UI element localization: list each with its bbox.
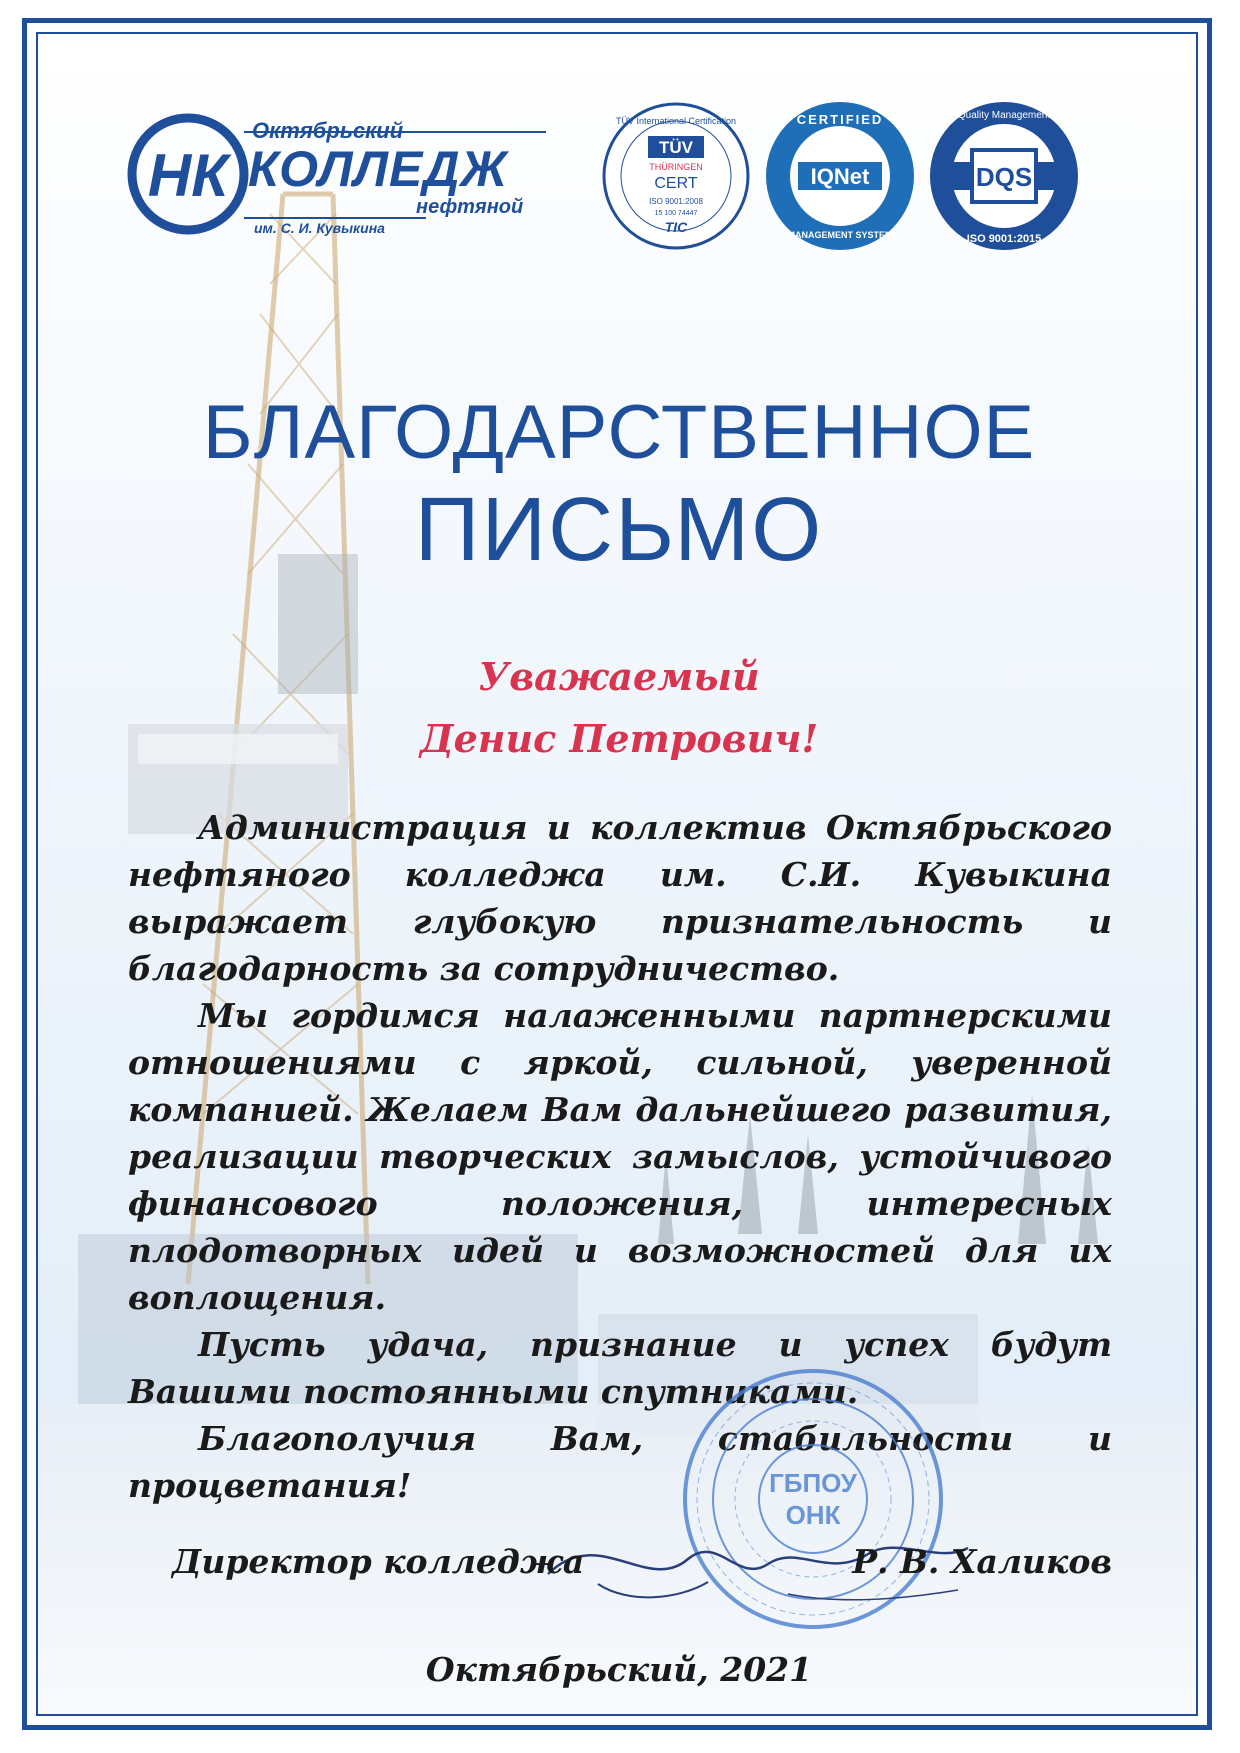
svg-text:IQNet: IQNet: [810, 164, 870, 189]
body-paragraph: Мы гордимся налаженными партнерскими отношениями с яркой, сильной, уверенной компанией. Желаем Вам дальнейшего развития, реализации творческих замыслов, устойчивого финансового положения, интересных плодотворных идей и возможностей для их воплощения.: [128, 996, 1112, 1317]
body-paragraph: Благополучия Вам, стабильности и процветания!: [128, 1419, 1112, 1505]
svg-text:НК: НК: [147, 142, 229, 209]
tuv-certification-seal: [596, 96, 756, 256]
svg-text:CERTIFIED: CERTIFIED: [796, 112, 884, 127]
svg-text:THÜRINGEN: THÜRINGEN: [649, 162, 703, 172]
college-name-main: КОЛЛЕДЖ: [248, 141, 508, 197]
college-name-prefix: Октябрьский: [252, 118, 404, 143]
iqnet-certification-seal: [760, 96, 920, 256]
svg-text:ISO 9001:2008: ISO 9001:2008: [649, 197, 703, 206]
signer-name: Р. В. Халиков: [852, 1542, 1112, 1581]
signature-row: [128, 1542, 1112, 1592]
svg-text:DQS: DQS: [975, 162, 1033, 192]
college-logo: [126, 96, 566, 256]
svg-text:MANAGEMENT SYSTEM: MANAGEMENT SYSTEM: [787, 230, 893, 240]
college-name-suffix: нефтяной: [416, 196, 524, 218]
svg-text:ISO 9001:2015: ISO 9001:2015: [966, 233, 1042, 245]
letter-body: [128, 804, 1112, 1509]
svg-text:TÜV: TÜV: [659, 138, 693, 157]
letter-canvas: [36, 32, 1198, 1716]
dqs-certification-seal: [924, 96, 1084, 256]
stamp-center-line-2: ОНК: [785, 1500, 841, 1530]
letter-title-line-1: БЛАГОДАРСТВЕННОЕ: [202, 390, 1036, 475]
svg-text:15 100 74447: 15 100 74447: [654, 210, 698, 217]
svg-text:TIC: TIC: [664, 219, 688, 235]
greeting-recipient-name: Денис Петрович!: [419, 716, 819, 761]
body-paragraph: Администрация и коллектив Октябрьского нефтяного колледжа им. С.И. Кувыкина выражает глубокую признательность и благодарность за сотрудничество.: [128, 808, 1112, 988]
letter-title-line-2: ПИСЬМО: [414, 480, 824, 580]
college-named-after: им. С. И. Кувыкина: [254, 220, 385, 236]
greeting-salutation: Уважаемый: [478, 654, 760, 699]
place-and-year: Октябрьский, 2021: [425, 1650, 813, 1689]
stamp-center-line-1: ГБПОУ: [769, 1468, 857, 1498]
body-paragraph: Пусть удача, признание и успех будут Вашими постоянными спутниками.: [128, 1325, 1112, 1411]
svg-text:TÜV International Certificatio: TÜV International Certification: [615, 116, 737, 126]
svg-text:Quality Management: Quality Management: [957, 110, 1051, 121]
signer-title: Директор колледжа: [172, 1542, 585, 1581]
svg-text:CERT: CERT: [654, 175, 698, 192]
